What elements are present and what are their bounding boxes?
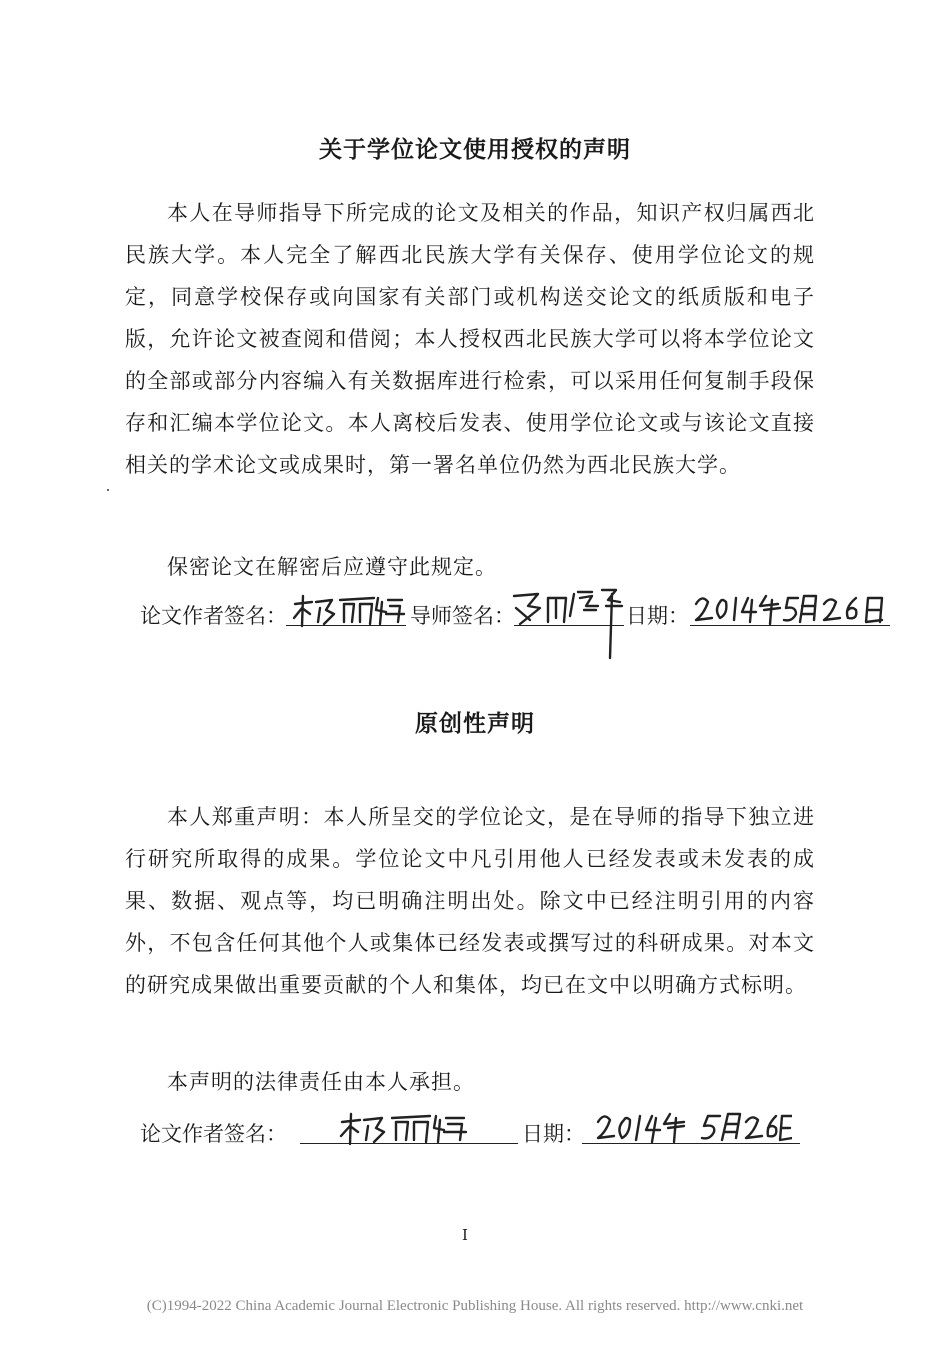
scan-speck [107, 489, 109, 491]
copyright-footer: (C)1994-2022 China Academic Journal Electronic Publishing House. All rights reserved. http://www.cnki.net [146, 1298, 804, 1314]
date-label: 日期： [626, 604, 689, 628]
author-signature-label: 论文作者签名： [140, 604, 287, 628]
authorization-paragraph-2: 保密论文在解密后应遵守此规定。 [167, 555, 497, 579]
originality-title: 原创性声明 [415, 711, 535, 737]
author-signature-label: 论文作者签名： [140, 1122, 287, 1146]
author-handwritten-signature [290, 592, 408, 628]
authorization-signature-row [140, 590, 900, 630]
originality-paragraph-1: 本人郑重声明：本人所呈交的学位论文，是在导师的指导下独立进行研究所取得的成果。学位论文中凡引用他人已经发表或未发表的成果、数据、观点等，均已明确注明出处。除文中已经注明引用的内容外，不包含任何其他个人或集体已经发表或撰写过的科研成果。对本文的研究成果做出重要贡献的个人和集体，均已在文中以明确方式标明。 [125, 805, 815, 997]
authorization-title: 关于学位论文使用授权的声明 [319, 137, 631, 163]
page-number: I [462, 1226, 468, 1244]
handwritten-date [692, 590, 898, 628]
handwritten-date [592, 1110, 792, 1146]
authorization-paragraph-1: 本人在导师指导下所完成的论文及相关的作品，知识产权归属西北民族大学。本人完全了解西北民族大学有关保存、使用学位论文的规定，同意学校保存或向国家有关部门或机构送交论文的纸质版和电子版，允许论文被查阅和借阅；本人授权西北民族大学可以将本学位论文的全部或部分内容编入有关数据库进行检索，可以采用任何复制手段保存和汇编本学位论文。本人离校后发表、使用学位论文或与该论文直接相关的学术论文或成果时，第一署名单位仍然为西北民族大学。 [125, 201, 815, 477]
originality-paragraph-2: 本声明的法律责任由本人承担。 [167, 1070, 475, 1094]
advisor-handwritten-signature [508, 586, 630, 660]
date-label: 日期： [522, 1122, 585, 1146]
author-handwritten-signature [336, 1112, 472, 1146]
originality-signature-row [140, 1108, 820, 1148]
advisor-signature-label: 导师签名： [410, 604, 515, 628]
